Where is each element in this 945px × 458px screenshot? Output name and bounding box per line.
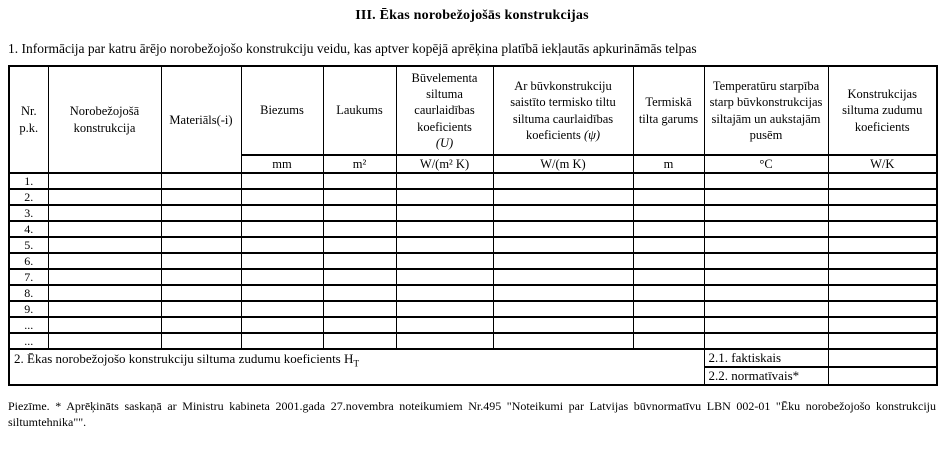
empty-data-cell (493, 173, 633, 189)
empty-data-cell (396, 237, 493, 253)
col-header-psi-koeficients (493, 66, 633, 155)
col-header-nr-pk: Nr. p.k. (9, 66, 48, 173)
intro-text: 1. Informācija par katru ārējo norobežojošo konstrukciju veidu, kas aptver kopējā aprēķina platībā iekļautās apkurināmās telpas (8, 41, 697, 56)
unit-w-m2k: W/(m² K) (396, 155, 493, 173)
empty-data-cell (48, 237, 161, 253)
u-symbol: (U) (435, 135, 454, 150)
row-number-cell: 8. (9, 285, 48, 301)
empty-data-cell (48, 285, 161, 301)
empty-data-cell (828, 205, 937, 221)
empty-data-cell (396, 173, 493, 189)
unit-m2: m² (323, 155, 396, 173)
table-row (9, 205, 937, 221)
table-summary (9, 349, 937, 385)
empty-data-cell (323, 237, 396, 253)
col-header-temperaturu-starpiba: Temperatūru starpība starp būvkonstrukcijas siltajām un aukstajām pusēm (704, 66, 828, 155)
summary-label-cell (9, 349, 704, 385)
empty-data-cell (704, 301, 828, 317)
row-number-cell: 2. (9, 189, 48, 205)
empty-data-cell (161, 333, 241, 349)
empty-data-cell (323, 205, 396, 221)
empty-data-cell (493, 253, 633, 269)
empty-data-cell (633, 301, 704, 317)
row-number-cell: 3. (9, 205, 48, 221)
table-row (9, 173, 937, 189)
empty-data-cell (633, 221, 704, 237)
empty-data-cell (48, 333, 161, 349)
table-body (9, 173, 937, 349)
empty-data-cell (161, 173, 241, 189)
table-row (9, 221, 937, 237)
empty-data-cell (828, 253, 937, 269)
empty-data-cell (704, 285, 828, 301)
empty-data-cell (828, 317, 937, 333)
empty-data-cell (241, 317, 323, 333)
empty-data-cell (704, 173, 828, 189)
col-header-biezums: Biezums (241, 66, 323, 155)
empty-data-cell (633, 317, 704, 333)
empty-data-cell (396, 285, 493, 301)
empty-data-cell (48, 173, 161, 189)
empty-data-cell (633, 269, 704, 285)
summary-label-text: 2. Ēkas norobežojošo konstrukciju siltuma zudumu koeficients H (14, 351, 354, 367)
empty-data-cell (704, 205, 828, 221)
empty-data-cell (48, 189, 161, 205)
empty-data-cell (323, 189, 396, 205)
unit-m: m (633, 155, 704, 173)
empty-data-cell (633, 253, 704, 269)
empty-data-cell (396, 317, 493, 333)
empty-data-cell (323, 173, 396, 189)
empty-data-cell (828, 221, 937, 237)
empty-data-cell (704, 221, 828, 237)
empty-data-cell (633, 189, 704, 205)
empty-data-cell (396, 253, 493, 269)
row-number-cell: 1. (9, 173, 48, 189)
empty-data-cell (396, 221, 493, 237)
col-header-siltuma-zudumu-koeficients: Konstrukcijas siltuma zudumu koeficients (828, 66, 937, 155)
row-number-cell: ... (9, 317, 48, 333)
empty-data-cell (704, 269, 828, 285)
empty-data-cell (493, 189, 633, 205)
empty-data-cell (493, 317, 633, 333)
empty-data-cell (48, 317, 161, 333)
psi-koeficients-label: Ar būvkonstrukciju saistīto termisko tiltu siltuma caurlaidības koeficients (510, 79, 616, 142)
unit-w-k: W/K (828, 155, 937, 173)
empty-data-cell (161, 301, 241, 317)
empty-data-cell (161, 205, 241, 221)
document-title: III. Ēkas norobežojošās konstrukcijas (355, 8, 589, 23)
empty-data-cell (323, 333, 396, 349)
empty-data-cell (704, 253, 828, 269)
empty-data-cell (241, 205, 323, 221)
row-number-cell: ... (9, 333, 48, 349)
header-row-labels (9, 66, 937, 155)
col-header-termiska-tilta-garums: Termiskā tilta garums (633, 66, 704, 155)
empty-data-cell (241, 333, 323, 349)
empty-data-cell (161, 237, 241, 253)
empty-data-cell (828, 269, 937, 285)
empty-data-cell (48, 253, 161, 269)
empty-data-cell (828, 173, 937, 189)
table-row (9, 253, 937, 269)
empty-data-cell (323, 253, 396, 269)
footnote: Piezīme. * Aprēķināts saskaņā ar Ministru kabineta 2001.gada 27.novembra noteikumiem Nr.495 "Noteikumi par Latvijas būvnormatīvu LBN 002-01 "Ēku norobežojošo konstrukciju siltumtehnika"". (8, 399, 936, 430)
empty-data-cell (161, 253, 241, 269)
empty-data-cell (396, 189, 493, 205)
psi-symbol: (ψ) (583, 127, 601, 142)
col-header-u-koeficients (396, 66, 493, 155)
empty-data-cell (396, 269, 493, 285)
empty-data-cell (633, 173, 704, 189)
empty-data-cell (161, 189, 241, 205)
empty-data-cell (241, 189, 323, 205)
empty-data-cell (396, 205, 493, 221)
empty-data-cell (161, 221, 241, 237)
faktiskais-value-cell (828, 349, 937, 367)
empty-data-cell (323, 301, 396, 317)
empty-data-cell (323, 317, 396, 333)
row-number-cell: 5. (9, 237, 48, 253)
empty-data-cell (828, 237, 937, 253)
empty-data-cell (48, 301, 161, 317)
table-row (9, 237, 937, 253)
table-row (9, 333, 937, 349)
col-header-norobezojosa-konstrukcija: Norobežojošā konstrukcija (48, 66, 161, 173)
empty-data-cell (396, 301, 493, 317)
empty-data-cell (828, 301, 937, 317)
u-koeficients-label: Būvelementa siltuma caurlaidības koeficients (411, 70, 478, 134)
faktiskais-label: 2.1. faktiskais (704, 349, 828, 367)
row-number-cell: 6. (9, 253, 48, 269)
row-number-cell: 9. (9, 301, 48, 317)
empty-data-cell (704, 237, 828, 253)
empty-data-cell (323, 269, 396, 285)
table-header (9, 66, 937, 173)
row-number-cell: 7. (9, 269, 48, 285)
row-number-cell: 4. (9, 221, 48, 237)
empty-data-cell (493, 269, 633, 285)
table-row (9, 269, 937, 285)
empty-data-cell (493, 205, 633, 221)
summary-label-subscript: T (353, 359, 360, 370)
empty-data-cell (828, 333, 937, 349)
table-row (9, 317, 937, 333)
empty-data-cell (633, 237, 704, 253)
unit-celsius: °C (704, 155, 828, 173)
summary-row-faktiskais (9, 349, 937, 367)
col-header-materials: Materiāls(-i) (161, 66, 241, 173)
empty-data-cell (396, 333, 493, 349)
empty-data-cell (241, 237, 323, 253)
col-header-laukums: Laukums (323, 66, 396, 155)
empty-data-cell (241, 285, 323, 301)
empty-data-cell (161, 317, 241, 333)
empty-data-cell (241, 221, 323, 237)
empty-data-cell (493, 333, 633, 349)
constructions-table (8, 65, 938, 386)
table-row (9, 189, 937, 205)
empty-data-cell (828, 189, 937, 205)
empty-data-cell (48, 269, 161, 285)
empty-data-cell (704, 317, 828, 333)
empty-data-cell (323, 285, 396, 301)
table-row (9, 285, 937, 301)
empty-data-cell (241, 173, 323, 189)
empty-data-cell (493, 221, 633, 237)
empty-data-cell (161, 285, 241, 301)
empty-data-cell (241, 269, 323, 285)
empty-data-cell (828, 285, 937, 301)
empty-data-cell (633, 205, 704, 221)
empty-data-cell (633, 333, 704, 349)
empty-data-cell (493, 301, 633, 317)
table-row (9, 301, 937, 317)
normativais-value-cell (828, 367, 937, 385)
normativais-label: 2.2. normatīvais* (704, 367, 828, 385)
empty-data-cell (48, 205, 161, 221)
empty-data-cell (493, 285, 633, 301)
empty-data-cell (48, 221, 161, 237)
empty-data-cell (704, 333, 828, 349)
empty-data-cell (241, 253, 323, 269)
empty-data-cell (493, 237, 633, 253)
unit-mm: mm (241, 155, 323, 173)
unit-w-mk: W/(m K) (493, 155, 633, 173)
empty-data-cell (704, 189, 828, 205)
empty-data-cell (161, 269, 241, 285)
empty-data-cell (241, 301, 323, 317)
empty-data-cell (633, 285, 704, 301)
empty-data-cell (323, 221, 396, 237)
